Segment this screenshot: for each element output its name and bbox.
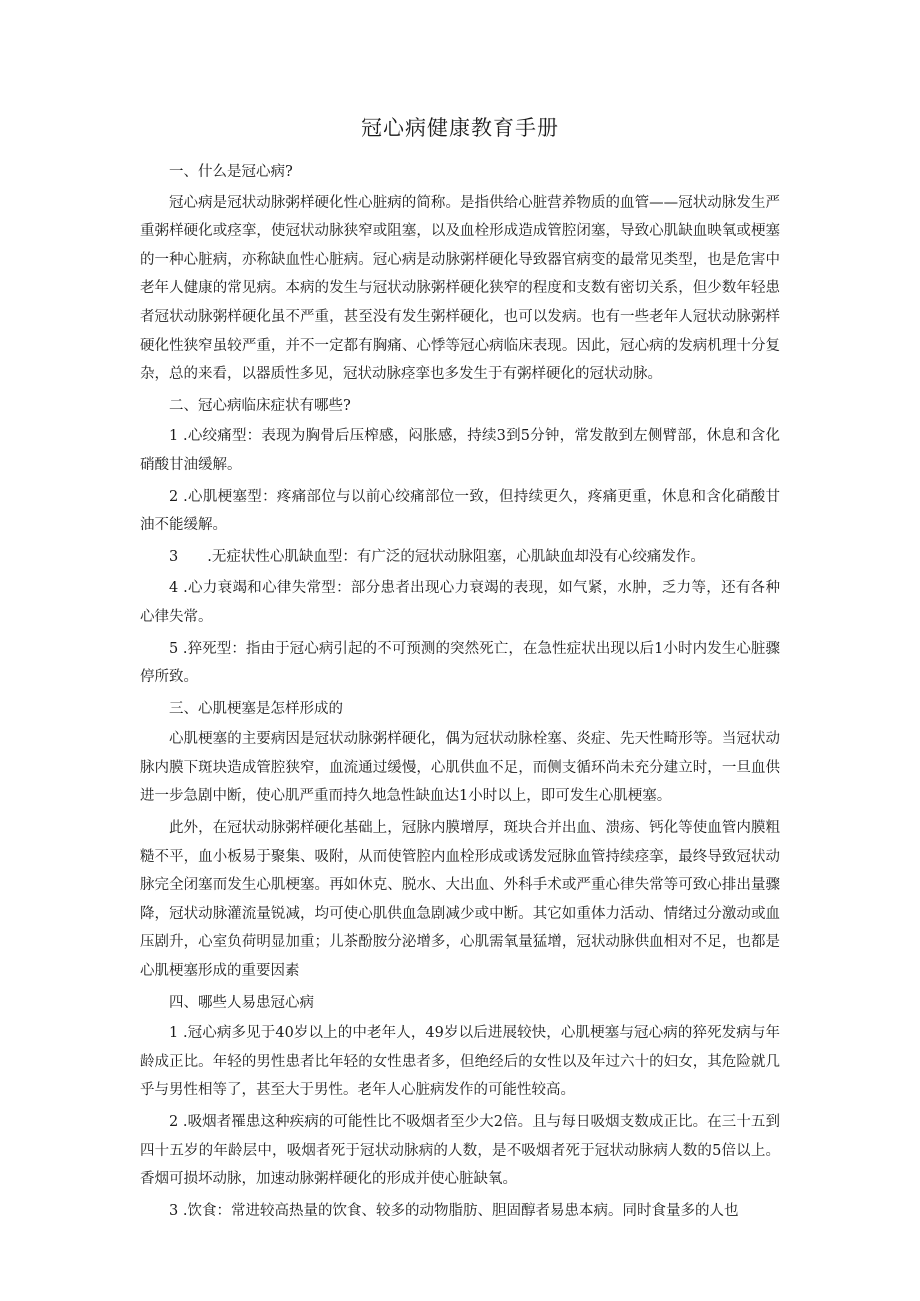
- section-heading: 二、冠心病临床症状有哪些?: [169, 397, 351, 414]
- section-heading: 四、哪些人易患冠心病: [169, 994, 314, 1011]
- list-item: 3 .饮食：常进较高热量的饮食、较多的动物脂肪、胆固醇者易患本病。同时食量多的人也: [169, 1202, 739, 1219]
- list-item: 1 .冠心病多见于40岁以上的中老年人，49岁以后进展较快，心肌梗塞与冠心病的猝死发病与年龄成正比。年轻的男性患者比年轻的女性患者多，但绝经后的女性以及年过六十的妇女，其危险就几乎与男性相等了，甚至大于男性。老年人心脏病发作的可能性较高。: [140, 1025, 780, 1099]
- list-item: 2 .心肌梗塞型：疼痛部位与以前心绞痛部位一致，但持续更久，疼痛更重，休息和含化硝酸甘油不能缓解。: [140, 488, 780, 534]
- list-item: 5 .猝死型：指由于冠心病引起的不可预测的突然死亡，在急性症状出现以后1小时内发生心脏骤停所致。: [140, 640, 780, 686]
- list-item: 1 .心绞痛型：表现为胸骨后压榨感，闷胀感，持续3到5分钟，常发散到左侧臂部，休息和含化硝酸甘油缓解。: [140, 428, 780, 473]
- section-2: [140, 392, 780, 692]
- list-item: 2 .吸烟者罹患这种疾病的可能性比不吸烟者至少大2倍。且与每日吸烟支数成正比。在三十五到四十五岁的年龄层中，吸烟者死于冠状动脉病的人数，是不吸烟者死于冠状动脉病人数的5倍以上。香烟可损坏动脉，加速动脉粥样硬化的形成并使心脏缺氧。: [140, 1114, 780, 1188]
- paragraph: 此外，在冠状动脉粥样硬化基础上，冠脉内膜增厚，斑块合并出血、溃疡、钙化等使血管内膜粗糙不平，血小板易于聚集、吸附，从而使管腔内血栓形成或诱发冠脉血管持续痉挛，最终导致冠状动脉完全闭塞而发生心肌梗塞。再如休克、脱水、大出血、外科手术或严重心律失常等可致心排出量骤降，冠状动脉灌流量锐减，均可使心肌供血急剧减少或中断。其它如重体力活动、情绪过分激动或血压剧升，心室负荷明显加重；儿茶酚胺分泌增多，心肌需氧量猛增，冠状动脉供血相对不足，也都是心肌梗塞形成的重要因素: [140, 820, 780, 980]
- paragraph: 心肌梗塞的主要病因是冠状动脉粥样硬化，偶为冠状动脉栓塞、炎症、先天性畸形等。当冠状动脉内膜下斑块造成管腔狭窄，血流通过缓慢，心肌供血不足，而侧支循环尚未充分建立时，一旦血供进一步急剧中断，使心肌严重而持久地急性缺血达1小时以上，即可发生心肌梗塞。: [140, 731, 780, 805]
- section-1: [140, 158, 780, 389]
- section-4: [140, 989, 780, 1226]
- section-3: [140, 695, 780, 986]
- list-item: 4 .心力衰竭和心律失常型：部分患者出现心力衰竭的表现，如气紧，水肿，乏力等，还有各种心律失常。: [140, 580, 780, 625]
- section-heading: 一、什么是冠心病?: [169, 164, 293, 180]
- section-heading: 三、心肌梗塞是怎样形成的: [169, 700, 343, 717]
- document-title: 冠心病健康教育手册: [361, 116, 559, 140]
- paragraph: 冠心病是冠状动脉粥样硬化性心脏病的简称。是指供给心脏营养物质的血管——冠状动脉发生严重粥样硬化或痉挛，使冠状动脉狭窄或阻塞，以及血栓形成造成管腔闭塞，导致心肌缺血映氧或梗塞的一种心脏病，亦称缺血性心脏病。冠心病是动脉粥样硬化导致器官病变的最常见类型，也是危害中老年人健康的常见病。本病的发生与冠状动脉粥样硬化狭窄的程度和支数有密切关系，但少数年轻患者冠状动脉粥样硬化虽不严重，甚至没有发生粥样硬化，也可以发病。也有一些老年人冠状动脉粥样硬化性狭窄虽较严重，并不一定都有胸痛、心悸等冠心病临床表现。因此，冠心病的发病机理十分复杂，总的来看，以器质性多见，冠状动脉痉挛也多发生于有粥样硬化的冠状动脉。: [140, 194, 780, 383]
- list-item: 3 .无症状性心肌缺血型：有广泛的冠状动脉阻塞，心肌缺血却没有心绞痛发作。: [169, 548, 705, 565]
